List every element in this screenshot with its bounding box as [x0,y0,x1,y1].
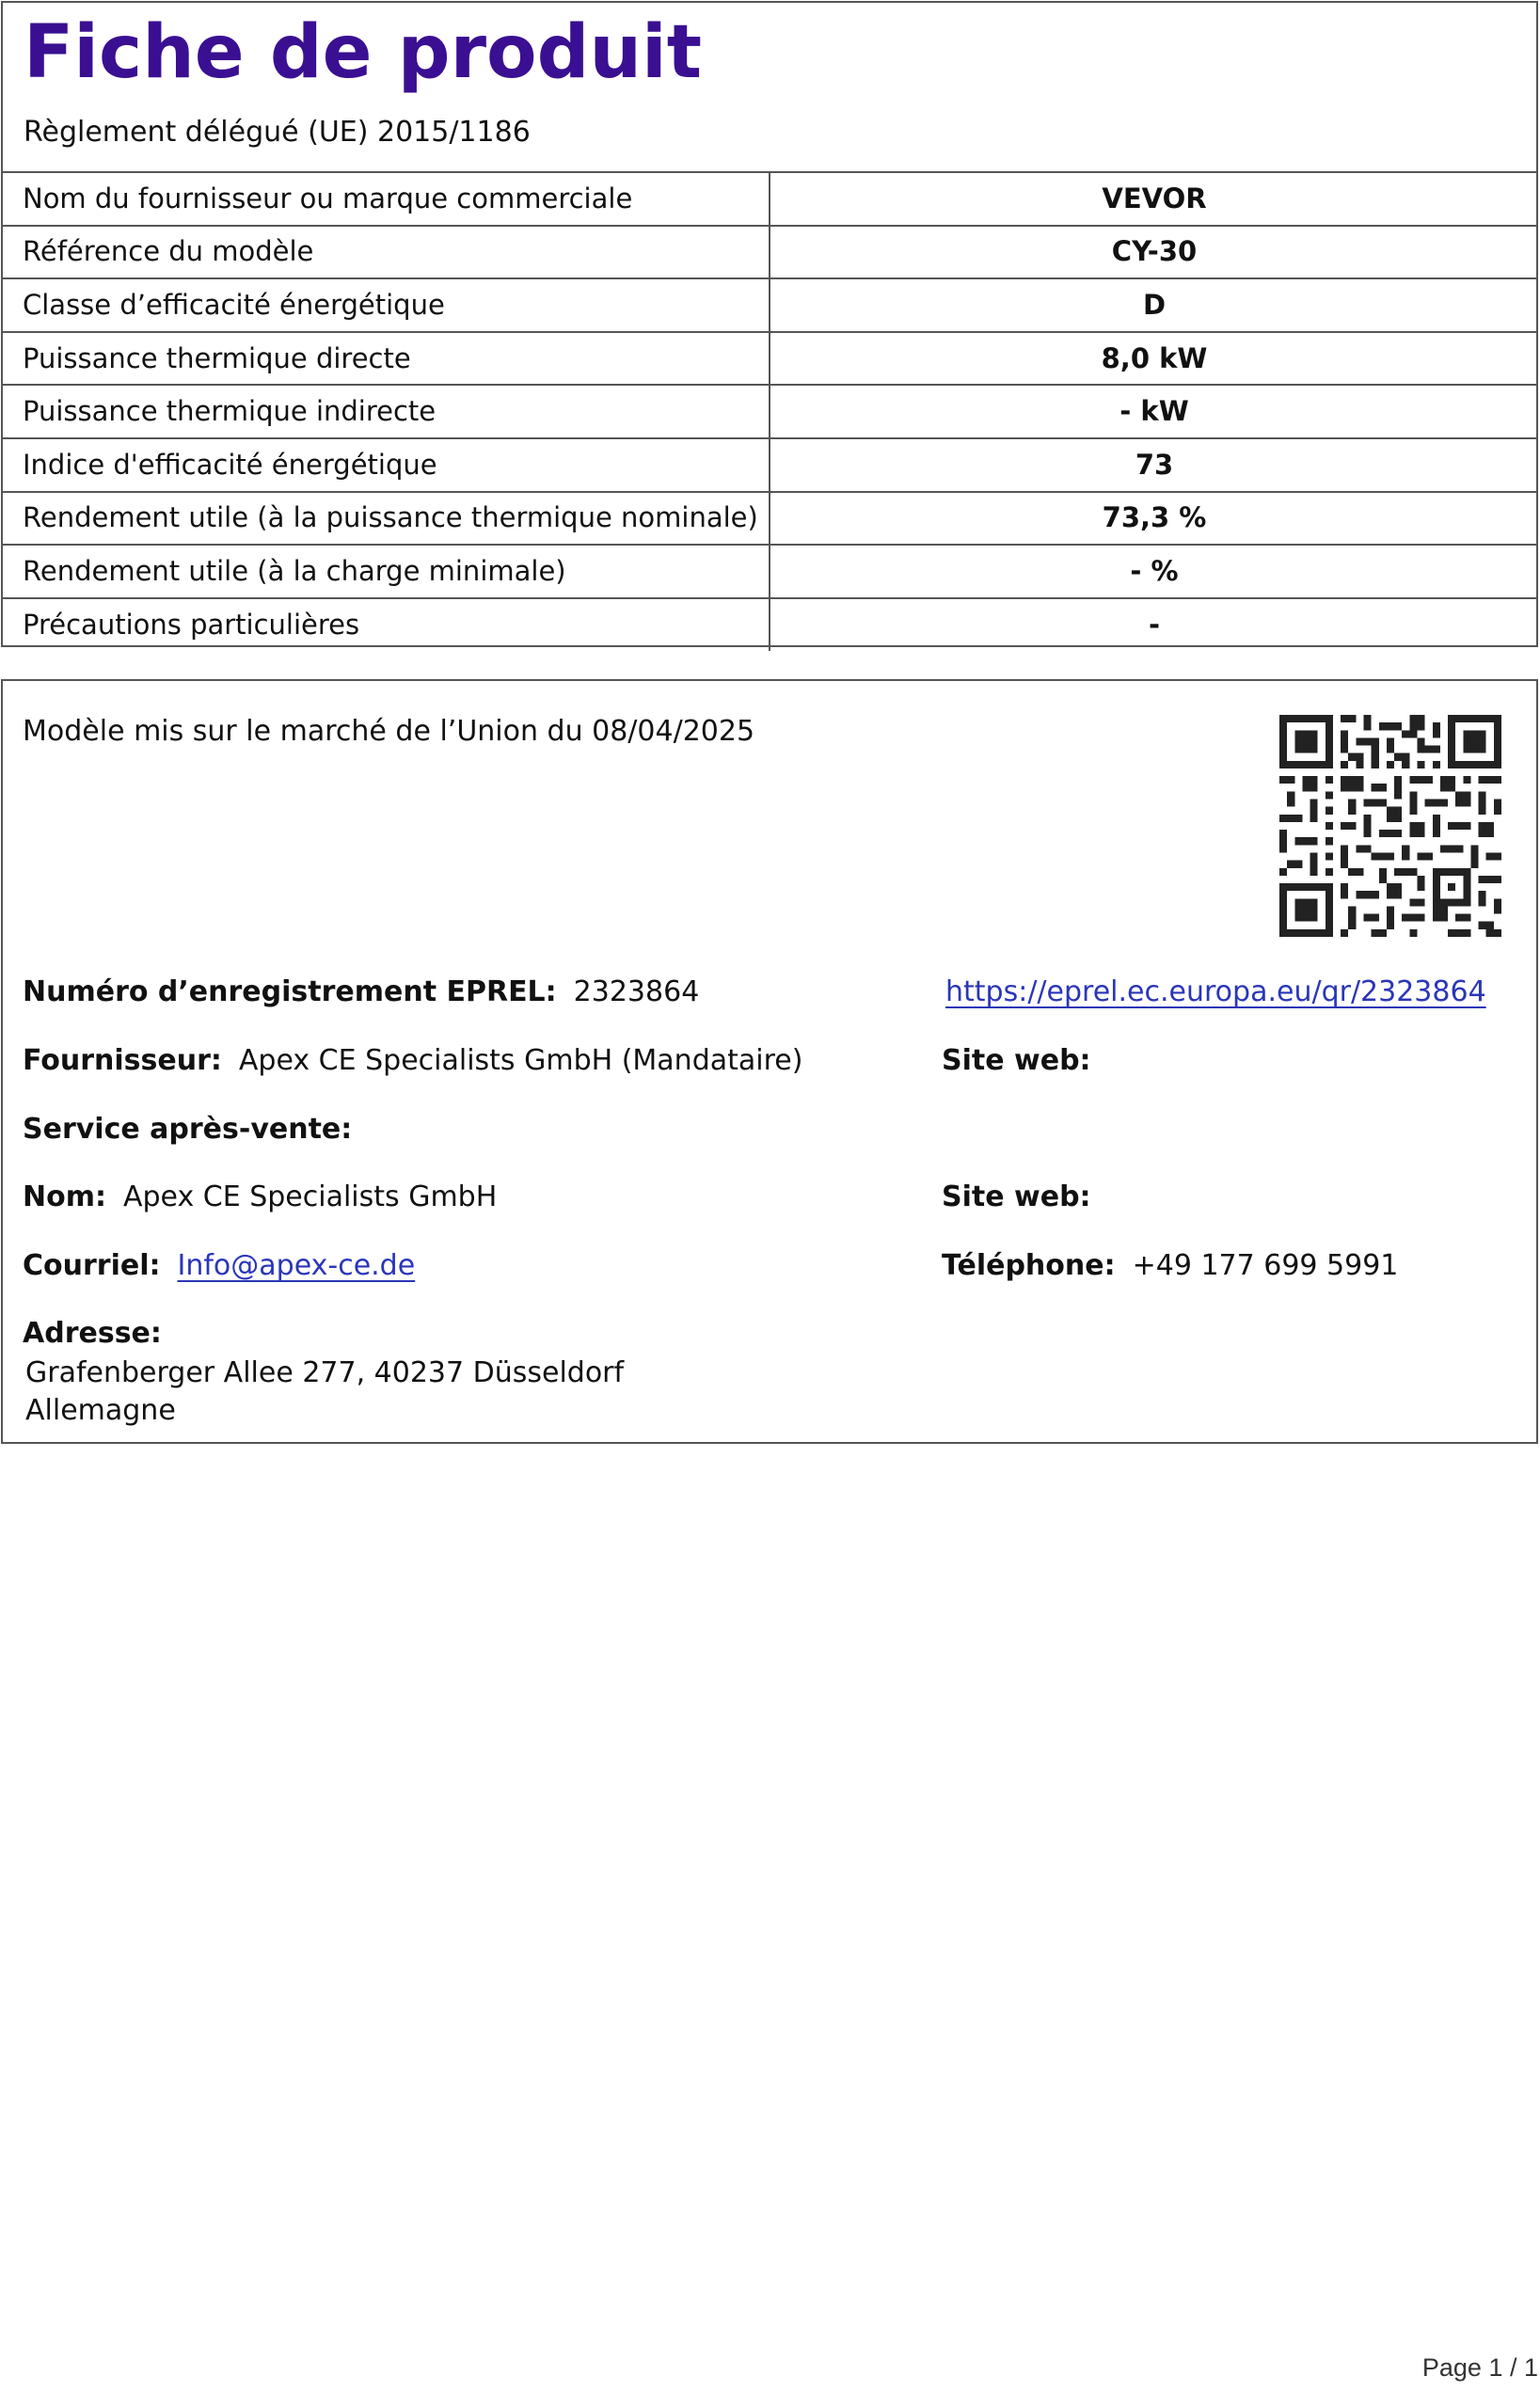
qr-code-icon[interactable] [1279,715,1501,937]
spec-value: - [770,598,1538,652]
spec-label: Précautions particulières [1,598,770,652]
table-row [1,438,1538,492]
spec-label: Indice d'efficacité énergétique [1,438,770,492]
page-title: Fiche de produit [24,10,703,95]
supplier-value: Apex CE Specialists GmbH (Mandataire) [238,1044,803,1077]
regulation-subtitle: Règlement délégué (UE) 2015/1186 [24,116,531,149]
eprel-label: Numéro d’enregistrement EPREL: [23,975,557,1008]
spec-value: 73,3 % [770,492,1538,546]
eprel-registration [23,974,699,1011]
spec-label: Nom du fournisseur ou marque commerciale [1,172,770,226]
address-line-1: Grafenberger Allee 277, 40237 Düsseldorf [25,1356,625,1389]
supplier-row [23,1042,802,1080]
table-row [1,545,1538,598]
table-row [1,172,1538,226]
email-label: Courriel: [23,1249,161,1282]
phone-label: Téléphone: [942,1249,1116,1282]
spec-label: Puissance thermique indirecte [1,385,770,438]
name-value: Apex CE Specialists GmbH [122,1180,498,1213]
spec-label: Rendement utile (à la puissance thermique nominale) [1,492,770,546]
page-number: Page 1 / 1 [1421,2353,1538,2382]
table-row [1,226,1538,279]
eprel-number: 2323864 [573,975,700,1008]
after-sales-name-row [23,1179,497,1216]
spec-value: 8,0 kW [770,332,1538,386]
eprel-info-box [1,679,1538,1444]
address-label: Adresse: [23,1317,162,1350]
spec-value: VEVOR [770,172,1538,226]
product-sheet-header [1,1,1538,647]
spec-value: - % [770,545,1538,598]
table-row [1,492,1538,546]
spec-value: CY-30 [770,226,1538,279]
table-row [1,385,1538,438]
supplier-website-label: Site web: [942,1044,1091,1077]
specs-table [1,171,1538,651]
spec-label: Puissance thermique directe [1,332,770,386]
table-row [1,278,1538,332]
address-line-2: Allemagne [25,1394,176,1427]
market-date-text: Modèle mis sur le marché de l’Union du 08/04/2025 [23,715,755,748]
supplier-label: Fournisseur: [23,1044,222,1077]
after-sales-website-label: Site web: [942,1180,1091,1213]
spec-value: D [770,278,1538,332]
eprel-link[interactable]: https://eprel.ec.europa.eu/qr/2323864 [945,975,1486,1008]
name-label: Nom: [23,1180,106,1213]
email-row [23,1247,415,1285]
spec-label: Classe d’efficacité énergétique [1,278,770,332]
spec-label: Rendement utile (à la charge minimale) [1,545,770,598]
email-link[interactable]: Info@apex-ce.de [177,1249,416,1282]
spec-label: Référence du modèle [1,226,770,279]
after-sales-heading: Service après-vente: [23,1113,353,1146]
table-row [1,598,1538,652]
phone-value: +49 177 699 5991 [1132,1249,1399,1282]
spec-value: 73 [770,438,1538,492]
phone-row [942,1247,1398,1285]
spec-value: - kW [770,385,1538,438]
table-row [1,332,1538,386]
